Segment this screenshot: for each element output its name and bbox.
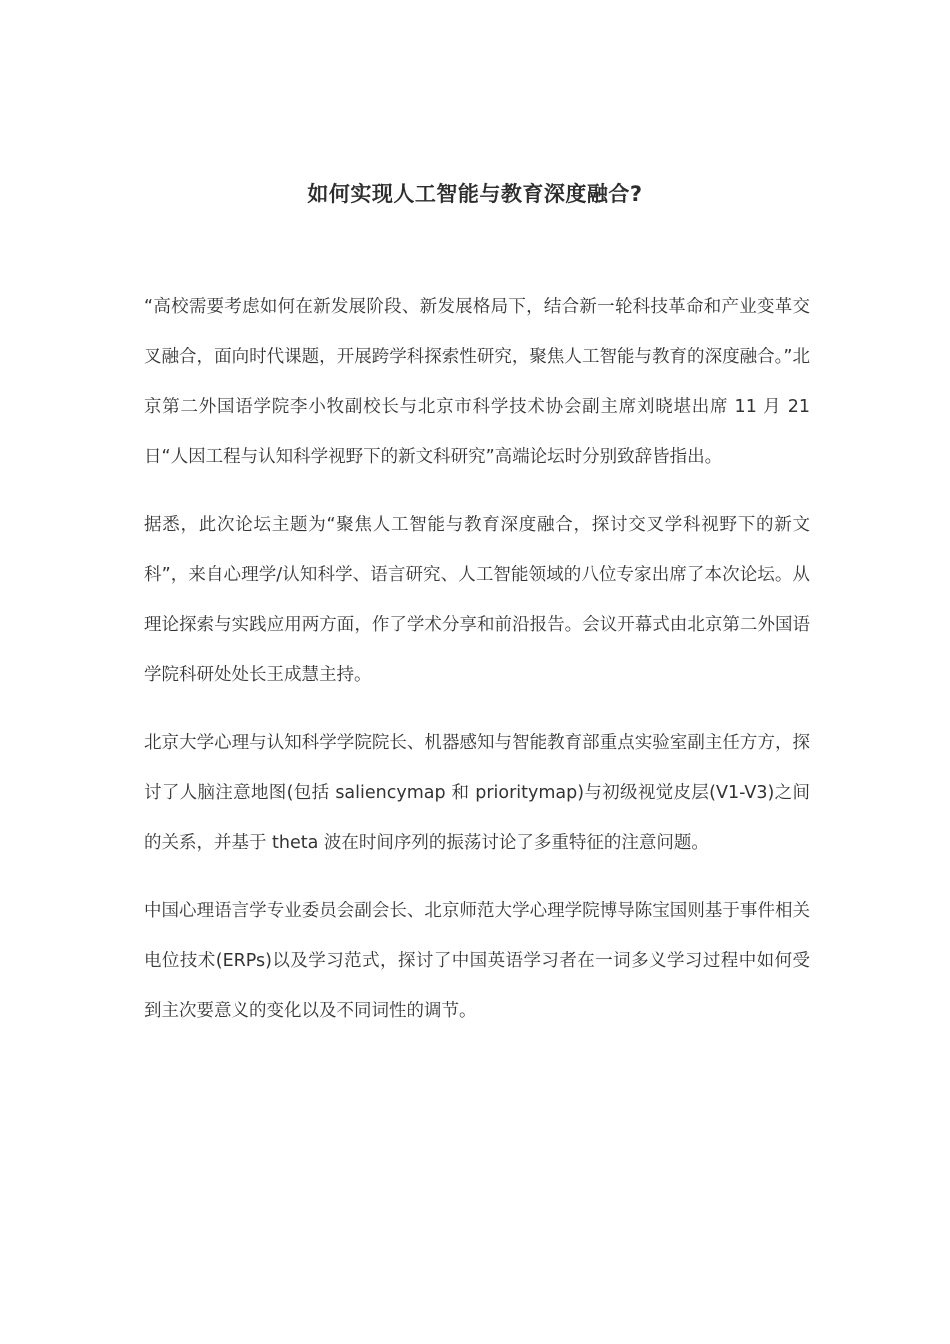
document-title: 如何实现人工智能与教育深度融合? bbox=[307, 182, 643, 206]
paragraph-1: “高校需要考虑如何在新发展阶段、新发展格局下，结合新一轮科技革命和产业变革交叉融合，面向时代课题，开展跨学科探索性研究，聚焦人工智能与教育的深度融合。”北京第二外国语学院李小牧副校长与北京市科学技术协会副主席刘晓堪出席 11 月 21 日“人因工程与认知科学视野下的新文科研究”高端论坛时分别致辞皆指出。 bbox=[144, 297, 810, 467]
paragraph-2: 据悉，此次论坛主题为“聚焦人工智能与教育深度融合，探讨交叉学科视野下的新文科”，来自心理学/认知科学、语言研究、人工智能领域的八位专家出席了本次论坛。从理论探索与实践应用两方面，作了学术分享和前沿报告。会议开幕式由北京第二外国语学院科研处处长王成慧主持。 bbox=[144, 515, 810, 685]
paragraph-3: 北京大学心理与认知科学学院院长、机器感知与智能教育部重点实验室副主任方方，探讨了人脑注意地图(包括 saliencymap 和 prioritymap)与初级视觉皮层(V1-V3)之间的关系，并基于 theta 波在时间序列的振荡讨论了多重特征的注意问题。 bbox=[144, 733, 810, 853]
document-body bbox=[144, 282, 810, 1054]
paragraph-4: 中国心理语言学专业委员会副会长、北京师范大学心理学院博导陈宝国则基于事件相关电位技术(ERPs)以及学习范式，探讨了中国英语学习者在一词多义学习过程中如何受到主次要意义的变化以及不同词性的调节。 bbox=[144, 901, 810, 1021]
